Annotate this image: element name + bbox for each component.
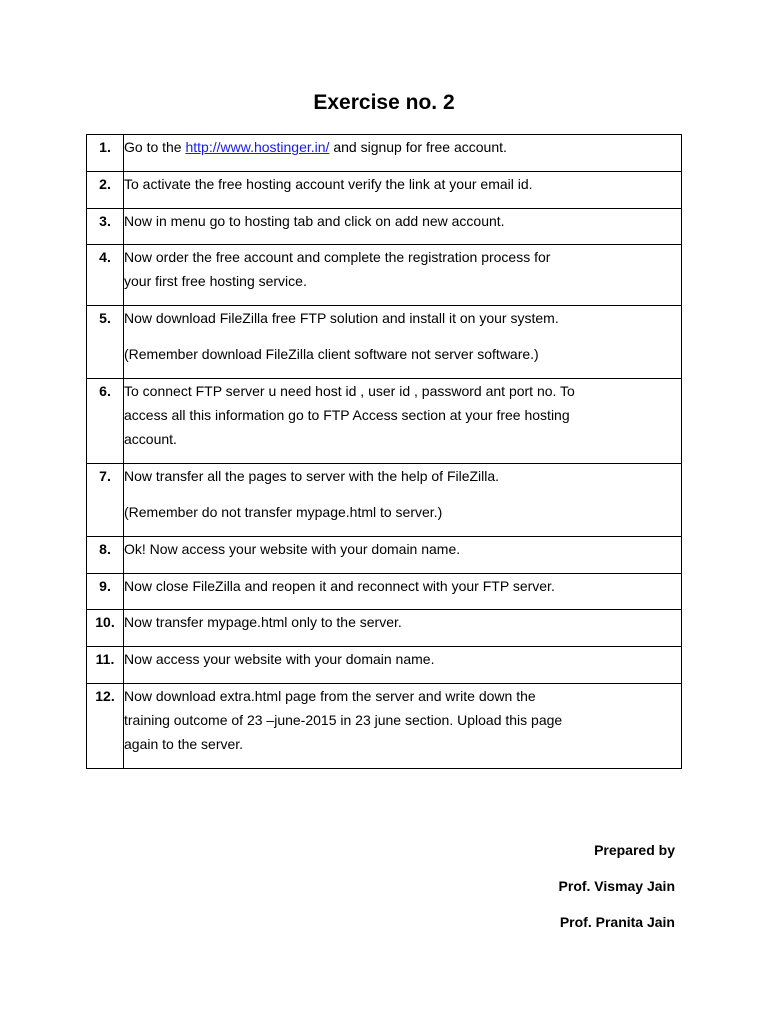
table-row <box>87 172 682 209</box>
step-number: 7. <box>87 464 124 537</box>
table-row <box>87 209 682 245</box>
step-text: Now in menu go to hosting tab and click on add new account. <box>124 209 682 245</box>
step-text: Go to the http://www.hostinger.in/ and signup for free account. <box>124 135 682 172</box>
step-number: 9. <box>87 574 124 610</box>
table-row <box>87 647 682 684</box>
author-name: Prof. Vismay Jain <box>558 878 675 894</box>
step-number: 3. <box>87 209 124 245</box>
step-text: Now order the free account and complete the registration process for your first free hosting service. <box>124 245 682 306</box>
step-text: Now download extra.html page from the server and write down the training outcome of 23 –june-2015 in 23 june section. Upload this page again to the server. <box>124 684 682 769</box>
step-number: 10. <box>87 610 124 647</box>
step-number: 2. <box>87 172 124 209</box>
table-row <box>87 684 682 769</box>
step-text: Ok! Now access your website with your domain name. <box>124 537 682 574</box>
hostinger-link[interactable]: http://www.hostinger.in/ <box>185 139 330 155</box>
step-text: Now download FileZilla free FTP solution and install it on your system. (Remember download FileZilla client software not server software.) <box>124 306 682 379</box>
table-row <box>87 306 682 379</box>
step-note: (Remember download FileZilla client software not server software.) <box>124 346 539 362</box>
table-row <box>87 135 682 172</box>
step-number: 4. <box>87 245 124 306</box>
page-title: Exercise no. 2 <box>313 91 455 114</box>
step-text: To connect FTP server u need host id , user id , password ant port no. To access all this information go to FTP Access section at your free hosting account. <box>124 379 682 464</box>
steps-table <box>86 134 682 769</box>
step-number: 8. <box>87 537 124 574</box>
table-row <box>87 537 682 574</box>
table-row <box>87 574 682 610</box>
table-row <box>87 464 682 537</box>
step-number: 1. <box>87 135 124 172</box>
signature-block <box>559 838 675 946</box>
step-text: Now access your website with your domain name. <box>124 647 682 684</box>
table-row <box>87 610 682 647</box>
step-note: (Remember do not transfer mypage.html to server.) <box>124 504 443 520</box>
step-number: 11. <box>87 647 124 684</box>
step-text: Now close FileZilla and reopen it and reconnect with your FTP server. <box>124 574 682 610</box>
step-text: Now transfer all the pages to server with the help of FileZilla. (Remember do not transfer mypage.html to server.) <box>124 464 682 537</box>
table-row <box>87 379 682 464</box>
step-text: To activate the free hosting account verify the link at your email id. <box>124 172 682 209</box>
prepared-by-label: Prepared by <box>594 842 675 858</box>
step-text: Now transfer mypage.html only to the server. <box>124 610 682 647</box>
author-name: Prof. Pranita Jain <box>559 914 675 930</box>
step-number: 5. <box>87 306 124 379</box>
step-number: 6. <box>87 379 124 464</box>
step-number: 12. <box>87 684 124 769</box>
table-row <box>87 245 682 306</box>
